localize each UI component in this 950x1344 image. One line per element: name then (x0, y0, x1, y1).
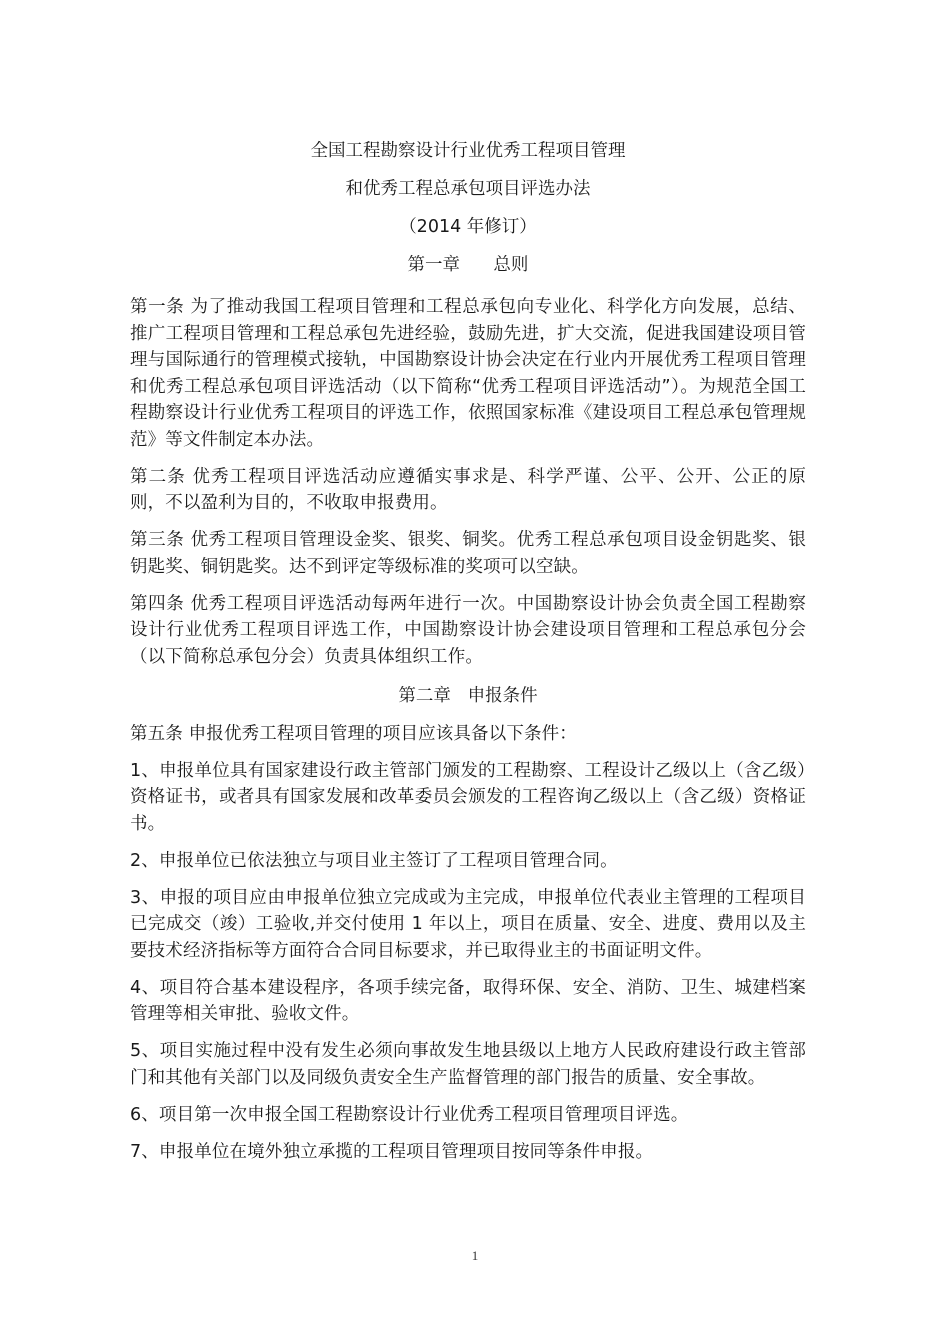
article-5: 第五条 申报优秀工程项目管理的项目应该具备以下条件： (130, 723, 577, 744)
condition-3: 3、申报的项目应由申报单位独立完成或为主完成，申报单位代表业主管理的工程项目已完成交（竣）工验收,并交付使用 1 年以上，项目在质量、安全、进度、费用以及主要技术经济指标等方面符合合同目标要求，并已取得业主的书面证明文件。 (130, 887, 806, 961)
chapter-1-heading: 第一章 总则 (407, 255, 529, 275)
document-body (130, 136, 806, 1176)
condition-6: 6、项目第一次申报全国工程勘察设计行业优秀工程项目管理项目评选。 (130, 1104, 689, 1125)
condition-4: 4、项目符合基本建设程序，各项手续完备，取得环保、安全、消防、卫生、城建档案管理等相关审批、验收文件。 (130, 977, 806, 1024)
article-4: 第四条 优秀工程项目评选活动每两年进行一次。中国勘察设计协会负责全国工程勘察设计行业优秀工程项目评选工作，中国勘察设计协会建设项目管理和工程总承包分会（以下简称总承包分会）负责具体组织工作。 (130, 593, 806, 667)
document-title-line-2: 和优秀工程总承包项目评选办法 (345, 179, 591, 199)
chapter-2-heading: 第二章 申报条件 (398, 685, 538, 706)
condition-2: 2、申报单位已依法独立与项目业主签订了工程项目管理合同。 (130, 850, 618, 871)
article-1: 第一条 为了推动我国工程项目管理和工程总承包向专业化、科学化方向发展，总结、推广工程项目管理和工程总承包先进经验，鼓励先进，扩大交流，促进我国建设项目管理与国际通行的管理模式接轨，中国勘察设计协会决定在行业内开展优秀工程项目管理和优秀工程总承包项目评选活动（以下简称“优秀工程项目评选活动”）。为规范全国工程勘察设计行业优秀工程项目的评选工作，依照国家标准《建设项目工程总承包管理规范》等文件制定本办法。 (130, 297, 806, 450)
condition-7: 7、申报单位在境外独立承揽的工程项目管理项目按同等条件申报。 (130, 1141, 654, 1162)
article-3: 第三条 优秀工程项目管理设金奖、银奖、铜奖。优秀工程总承包项目设金钥匙奖、银钥匙奖、铜钥匙奖。达不到评定等级标准的奖项可以空缺。 (130, 530, 806, 577)
document-title-line-1: 全国工程勘察设计行业优秀工程项目管理 (310, 141, 626, 161)
document-revision-year: （2014 年修订） (399, 217, 537, 237)
article-2: 第二条 优秀工程项目评选活动应遵循实事求是、科学严谨、公平、公开、公正的原则，不以盈利为目的，不收取申报费用。 (130, 466, 806, 513)
page-number: 1 (471, 1248, 479, 1263)
condition-1: 1、申报单位具有国家建设行政主管部门颁发的工程勘察、工程设计乙级以上（含乙级）资格证书，或者具有国家发展和改革委员会颁发的工程咨询乙级以上（含乙级）资格证书。 (130, 760, 806, 834)
condition-5: 5、项目实施过程中没有发生必须向事故发生地县级以上地方人民政府建设行政主管部门和其他有关部门以及同级负责安全生产监督管理的部门报告的质量、安全事故。 (130, 1041, 806, 1088)
